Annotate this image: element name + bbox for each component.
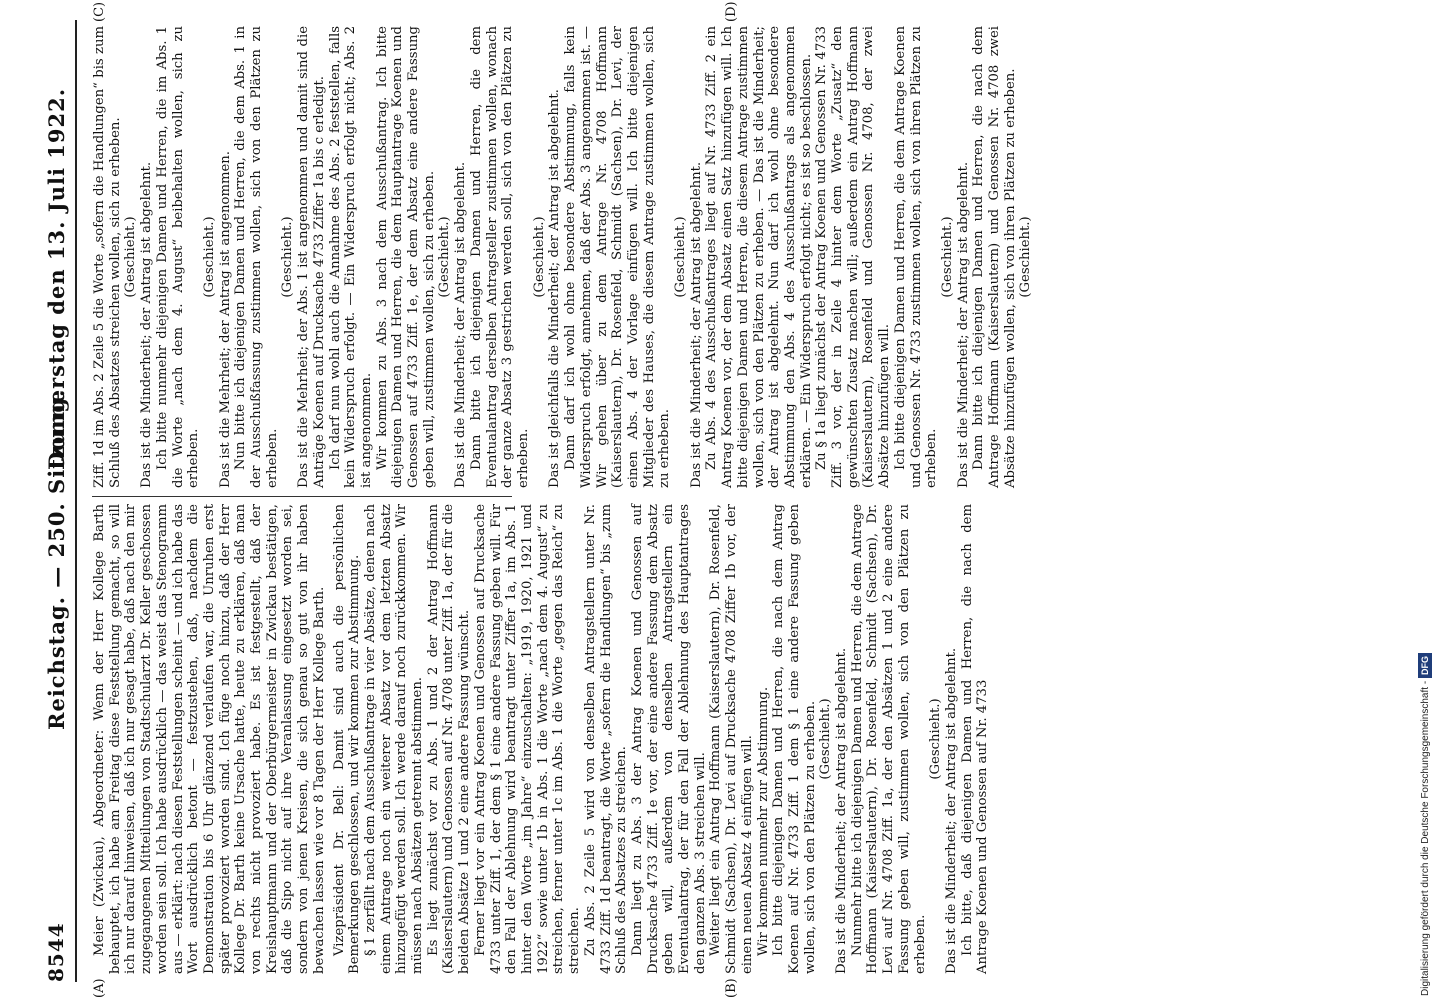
- stage-direction: (Geschieht.): [939, 216, 955, 298]
- paragraph: Ich bitte nunmehr diejenigen Damen und Herren, die im Abs. 1 die Worte „nach dem 4. August“ beibehalten wollen, sich zu erheben.: [154, 26, 202, 488]
- digitization-credit: [1418, 6, 1432, 996]
- credit-text: Digitalisierung gefördert durch die Deutsche Forschungsgemeinschaft -: [1420, 678, 1431, 996]
- paragraph: Ich darf nun wohl auch die Annahme des Abs. 2 feststellen, falls kein Widerspruch erfolgt. — Ein Widerspruch erfolgt nicht; Abs. 2 ist angenommen.: [327, 26, 374, 488]
- page-number: 8544: [44, 922, 68, 982]
- paragraph: Das ist die Mehrheit; der Abs. 1 ist angenommen und damit sind die Anträge Koenen auf Drucksache 4733 Ziffer 1a bis c erledigt.: [296, 26, 327, 488]
- header-left: Reichstag. — 250. Sitzung.: [44, 388, 69, 730]
- text-column-left: [92, 504, 991, 974]
- paragraph: Meier (Zwickau), Abgeordneter: Wenn der Herr Kollege Barth behauptet, ich habe am Freitag diese Feststellung gemacht, so will ich nur darauf hinweisen, daß ich nur gesagt habe, daß nach den mir zugegangenen Mitteilungen von Stadtschularzt Dr. Keller geschossen worden sein soll. Ich habe ausdrücklich — das weist das Stenogramm aus — erklärt: nach diesen Feststellungen scheint — und ich habe das Wort ausdrücklich betont — festzustehen, daß, nachdem die Demonstration bis 6 Uhr glänzend verlaufen war, die Unruhen erst später provoziert worden sind. Ich füge noch hinzu, daß der Herr Kollege Dr. Barth keine Ursache hatte, heute zu erklären, daß man von rechts nicht provoziert habe. Es ist festgestellt, daß der Kreishauptmann und der Oberbürgermeister in Zwickau bestätigen, daß die Sipo nicht auf ihre Veranlassung eingesetzt worden sei, sondern von jenen Kreisen, die sich genau so gut von ihr haben bewachen lassen wie vor 8 Tagen der Herr Kollege Barth.: [92, 504, 327, 974]
- margin-marker-b: (B): [724, 978, 739, 998]
- paragraph: Dann liegt zu Abs. 3 der Antrag Koenen und Genossen auf Drucksache 4733 Ziff. 1e vor, der eine andere Fassung dem Absatz geben will, außerdem von denselben Antragstellern ein Eventualantrag, der für den Fall der Ablehnung des Hauptantrages den ganzen Abs. 3 streichen will.: [629, 504, 708, 974]
- paragraph: Das ist die Minderheit; der Antrag ist abgelehnt.: [453, 161, 469, 488]
- header-rule: [75, 20, 77, 982]
- paragraph: Das ist gleichfalls die Minderheit; der Antrag ist abgelehnt.: [547, 89, 563, 488]
- dfg-logo: DFG: [1418, 653, 1432, 678]
- paragraph: Ich bitte, daß diejenigen Damen und Herren, die nach dem Antrage Koenen und Genossen auf Nr. 4733: [959, 504, 991, 974]
- margin-marker-d: (D): [724, 1, 739, 22]
- paragraph: Das ist die Minderheit; der Antrag ist abgelehnt.: [688, 161, 704, 488]
- stage-direction: (Geschieht.): [673, 216, 689, 298]
- text-column-right: [92, 26, 1034, 488]
- paragraph: § 1 zerfällt nach dem Ausschußantrage in vier Absätze, denen nach einem Antrage noch ein weiterer Absatz vor dem letzten Absatz hinzugefügt werden soll. Ich werde darauf noch zurückkommen. Wir müssen nach Absätzen getrennt abstimmen.: [362, 504, 426, 974]
- stage-direction: (Geschieht.): [818, 698, 834, 780]
- margin-marker-c: (C): [92, 1, 107, 22]
- paragraph: Ich bitte diejenigen Damen und Herren, die dem Antrage Koenen und Genossen Nr. 4733 zustimmen wollen, sich von ihren Plätzen zu erheben.: [892, 26, 940, 488]
- paragraph: Zu Abs. 2 Zeile 5 wird von denselben Antragstellern unter Nr. 4733 Ziff. 1d beantragt, die Worte „sofern die Handlungen“ bis „zum Schluß des Absatzes zu streichen.: [582, 504, 630, 974]
- paragraph: Nunmehr bitte ich diejenigen Damen und Herren, die dem Antrage Hoffmann (Kaiserslautern), Dr. Rosenfeld, Schmidt (Sachsen), Dr. Levi auf Nr. 4708 Ziff. 1a, der den Absätzen 1 und 2 eine andere Fassung geben will, zustimmen wollen, sich von den Plätzen zu erheben.: [849, 504, 928, 974]
- paragraph: Nun bitte ich diejenigen Damen und Herren, die dem Abs. 1 in der Ausschußfassung zustimmen wollen, sich von den Plätzen zu erheben.: [233, 26, 280, 488]
- paragraph: Das ist die Minderheit; der Antrag ist abgelehnt.: [943, 647, 959, 974]
- paragraph: Ziff. 1d im Abs. 2 Zeile 5 die Worte „sofern die Handlungen“ bis zum Schluß des Absatzes streichen wollen, sich zu erheben.: [92, 26, 123, 488]
- paragraph: Es liegt zunächst vor zu Abs. 1 und 2 der Antrag Hoffmann (Kaiserslautern) und Genossen auf Nr. 4708 unter Ziff. 1a, der für die beiden Absätze 1 und 2 eine andere Fassung wünscht.: [425, 504, 473, 974]
- page-header: [38, 0, 78, 1000]
- stage-direction: (Geschieht.): [280, 216, 296, 298]
- paragraph: Ferner liegt vor ein Antrag Koenen und Genossen auf Drucksache 4733 unter Ziff. 1, der dem § 1 eine andere Fassung geben will. Für den Fall der Ablehnung wird beantragt unter Ziffer 1a, im Abs. 1 hinter den Worte „im Jahre“ einzuschalten: „1919, 1920, 1921 und 1922“ sowie unter 1b in Abs. 1 die Worte „nach dem 4. August“ zu streichen, ferner unter 1c im Abs. 1 die Worte „gegen das Reich“ zu streichen.: [472, 504, 583, 974]
- paragraph: Zu Abs. 4 des Ausschußantrages liegt auf Nr. 4733 Ziff. 2 ein Antrag Koenen vor, der dem Absatz einen Satz hinzufügen will. Ich bitte diejenigen Damen und Herren, die diesem Antrage zustimmen wollen, sich von den Plätzen zu erheben. — Das ist die Minderheit; der Antrag ist abgelehnt. Nun darf ich wohl ohne besondere Abstimmung den Abs. 4 des Ausschußantrags als angenommen erklären. — Ein Widerspruch erfolgt nicht; es ist so beschlossen.: [704, 26, 814, 488]
- stage-direction: (Geschieht.): [531, 216, 547, 298]
- margin-marker-a: (A): [92, 978, 107, 998]
- stage-direction: (Geschieht.): [201, 216, 217, 298]
- paragraph: Zu § 1a liegt zunächst der Antrag Koenen und Genossen Nr. 4733 Ziff. 3 vor, der in Zeile 4 hinter dem Worte „Zusatz“ den gewünschten Zusatz machen will; außerdem ein Antrag Hoffmann (Kaiserslautern), Rosenfeld und Genossen Nr. 4708, der zwei Absätze hinzufügen will.: [814, 26, 893, 488]
- paragraph: Das ist die Minderheit; der Antrag ist abgelehnt.: [834, 647, 850, 974]
- paragraph: Dann bitte ich diejenigen Damen und Herren, die nach dem Antrage Hoffmann (Kaiserslautern) und Genossen Nr. 4708 zwei Absätze hinzufügen wollen, sich von ihren Plätzen zu erheben.: [971, 26, 1018, 488]
- stage-direction: (Geschieht.): [928, 698, 944, 780]
- paragraph: Wir kommen zu Abs. 3 nach dem Ausschußantrag. Ich bitte diejenigen Damen und Herren, die dem Hauptantrage Koenen und Genossen auf 4733 Ziff. 1e, der dem Absatz eine andere Fassung geben will, zustimmen wollen, sich zu erheben.: [374, 26, 437, 488]
- stage-direction: (Geschieht.): [437, 216, 453, 298]
- column-divider: [92, 496, 512, 497]
- paragraph: Ich bitte diejenigen Damen und Herren, die nach dem Antrag Koenen auf Nr. 4733 Ziff. 1 dem § 1 eine andere Fassung geben wollen, sich von den Plätzen zu erheben.: [771, 504, 818, 974]
- paragraph: Das ist die Minderheit; der Antrag ist abgelehnt.: [139, 161, 155, 488]
- stage-direction: (Geschieht.): [1018, 216, 1034, 298]
- paragraph: Dann darf ich wohl ohne besondere Abstimmung, falls kein Widerspruch erfolgt, annehmen, daß der Abs. 3 angenommen ist. — Wir gehen über zu dem Antrage Nr. 4708 Hoffmann (Kaiserslautern), Dr. Rosenfeld, Schmidt (Sachsen), Dr. Levi, der einen Abs. 4 der Vorlage einfügen will. Ich bitte diejenigen Mitglieder des Hauses, die diesem Antrage zustimmen wollen, sich zu erheben.: [563, 26, 673, 488]
- paragraph: Vizepräsident Dr. Bell: Damit sind auch die persönlichen Bemerkungen geschlossen, und wir kommen zur Abstimmung.: [331, 504, 363, 974]
- paragraph: Weiter liegt ein Antrag Hoffmann (Kaiserslautern), Dr. Rosenfeld, Schmidt (Sachsen), Dr. Levi auf Drucksache 4708 Ziffer 1b vor, der einen neuen Absatz 4 einfügen will.: [708, 504, 755, 974]
- paragraph: Das ist die Mehrheit; der Antrag ist angenommen.: [217, 151, 233, 488]
- header-right: Donnerstag den 13. Juli 1922.: [44, 87, 69, 470]
- paragraph: Das ist die Minderheit; der Antrag ist abgelehnt.: [955, 161, 971, 488]
- paragraph: Dann bitte ich diejenigen Damen und Herren, die dem Eventualantrag derselben Antragsteller zustimmen wollen, wonach der ganze Absatz 3 gestrichen werden soll, sich von den Plätzen zu erheben.: [468, 26, 531, 488]
- stage-direction: (Geschieht.): [123, 216, 139, 298]
- paragraph: Wir kommen nunmehr zur Abstimmung.: [755, 686, 771, 956]
